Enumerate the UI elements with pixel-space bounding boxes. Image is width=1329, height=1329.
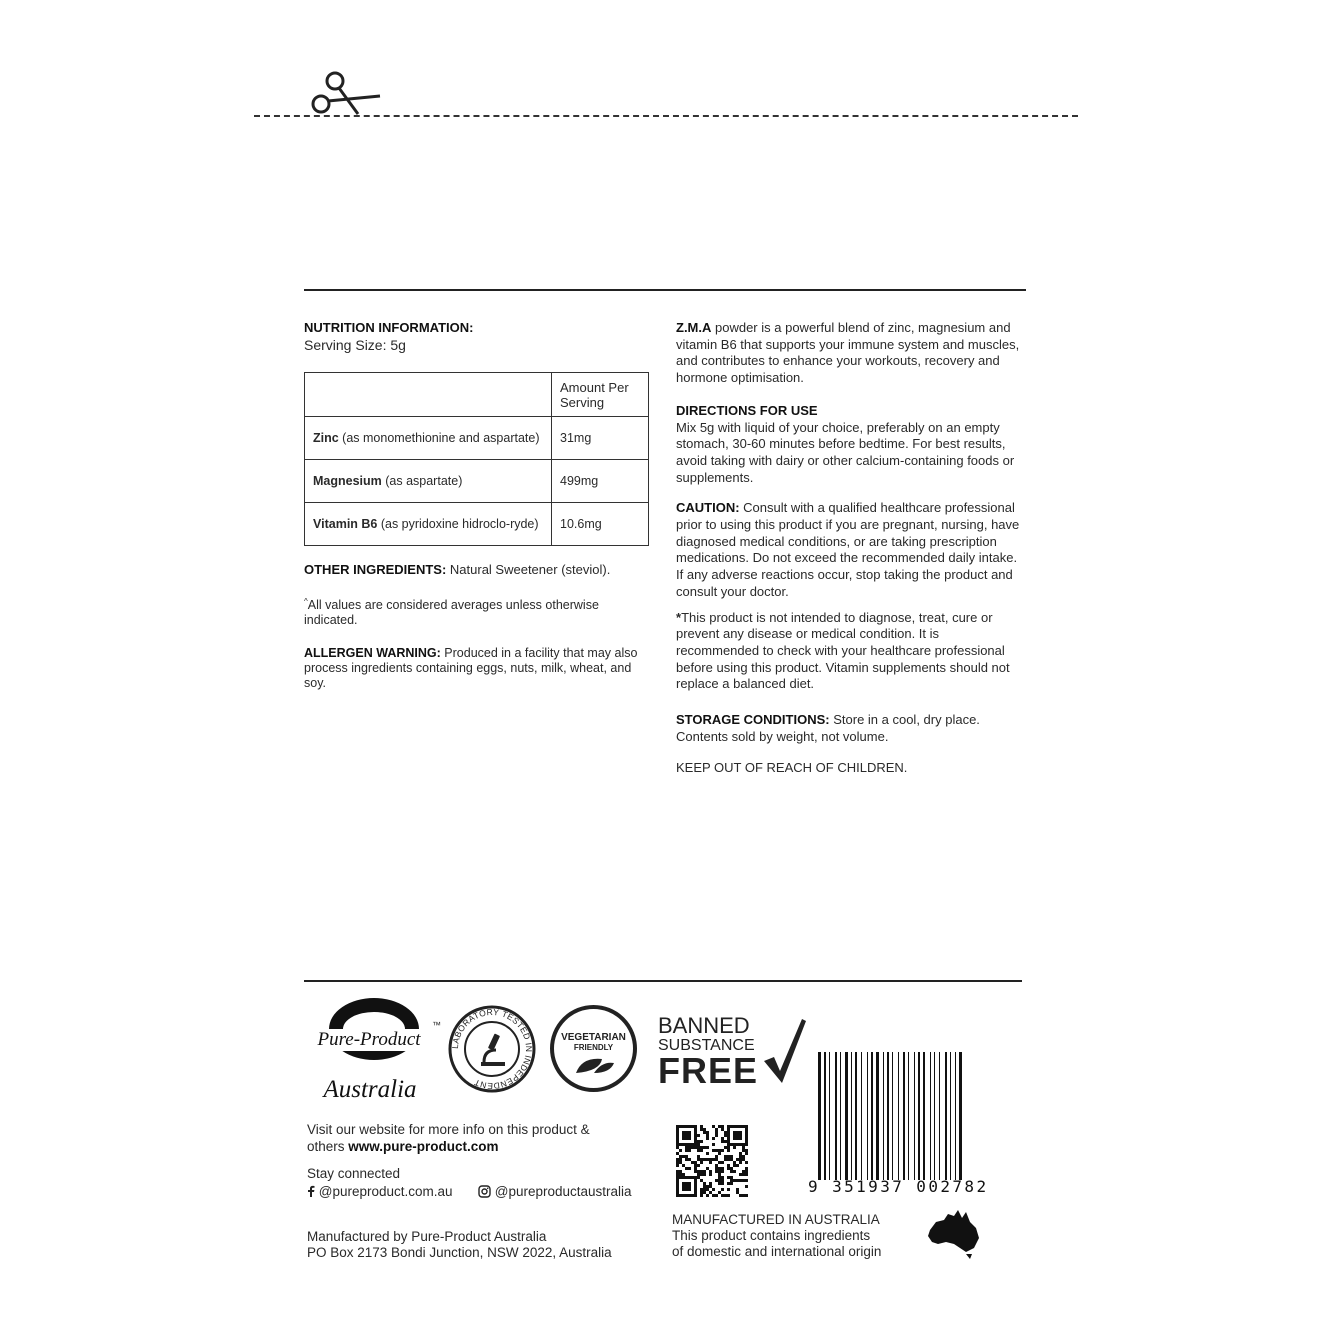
qr-module [700,1149,703,1152]
table-header-row [305,373,649,417]
averages-text: All values are considered averages unless otherwise indicated. [304,598,599,628]
table-row [305,503,649,546]
qr-module [709,1161,712,1164]
facebook-icon [307,1185,315,1197]
intro-text: powder is a powerful blend of zinc, magnesium and vitamin B6 that supports your immune system and muscles, and contributes to enhance your workouts, recovery and hormone optimisation. [676,320,1020,386]
table-header-amount: Amount Per Serving [552,373,649,417]
disclaimer-paragraph [676,610,1021,694]
qr-module [712,1137,715,1140]
qr-module [727,1149,730,1152]
allergen-label: ALLERGEN WARNING: [304,646,441,661]
barcode-bar [903,1052,905,1180]
vegetarian-badge [550,1005,637,1092]
qr-module [745,1185,748,1188]
barcode-bar [898,1052,899,1180]
qr-module [688,1167,691,1170]
barcode-bar [829,1052,830,1180]
veg-line1: VEGETARIAN [561,1032,626,1043]
qr-module [733,1146,736,1149]
other-ingredients-text: Natural Sweetener (steviol). [446,562,611,578]
barcode-bar [908,1052,909,1180]
barcode-bar [945,1052,947,1180]
barcode-bar [818,1052,821,1180]
cut-line [254,115,1078,117]
qr-code[interactable] [676,1125,748,1197]
microscope-icon [478,1032,508,1068]
amount-cell: 10.6mg [552,503,649,546]
barcode-bar [845,1052,848,1180]
banned-substance-badge [658,1015,808,1090]
qr-module [706,1194,709,1197]
barcode-bar [851,1052,852,1180]
facebook-handle: @pureproduct.com.au [318,1184,453,1199]
nutrition-section [304,320,649,691]
storage-paragraph [676,712,1021,745]
qr-module [706,1152,709,1155]
qr-module [688,1188,691,1191]
nutrient-name: Vitamin B6 [313,517,378,532]
address-line: PO Box 2173 Bondi Junction, NSW 2022, Australia [307,1245,612,1260]
qr-module [718,1152,721,1155]
qr-module [679,1149,682,1152]
nutrient-name: Magnesium [313,474,382,489]
stay-connected: Stay connected [307,1166,401,1181]
qr-module [736,1164,739,1167]
barcode-bar [887,1052,889,1180]
amount-cell: 499mg [552,460,649,503]
barcode-bar [876,1052,879,1180]
qr-module [739,1137,742,1140]
allergen-text: Produced in a facility that may also process ingredients containing eggs, nuts, milk, wheat, and soy. [304,646,638,691]
checkmark-icon [762,1017,806,1083]
visit-label: Visit our website for more info on this product & others [307,1122,590,1154]
qr-module [709,1173,712,1176]
veg-line2: FRIENDLY [573,1043,614,1052]
storage-text: Store in a cool, dry place. Contents sold by weight, not volume. [676,712,980,744]
leaf-icon [572,1055,616,1075]
origin-line2: of domestic and international origin [672,1244,882,1259]
barcode-bar [930,1052,931,1180]
directions-text: Mix 5g with liquid of your choice, preferably on an empty stomach, 30-60 minutes before bedtime. For best results, avoid taking with dairy or other calcium-containing foods or supplements. [676,419,1015,485]
nutrient-detail: (as pyridoxine hidroclo-ryde) [377,517,539,532]
logo-tm: ™ [432,1020,441,1030]
qr-module [676,1164,679,1167]
qr-module [688,1137,691,1140]
qr-module [745,1179,748,1182]
banned-line1: BANNED [658,1013,750,1038]
australia-map-icon [926,1208,982,1260]
visit-text [307,1122,607,1155]
caution-text: Consult with a qualified healthcare professional prior to using this product if you are pregnant, nursing, have diagnosed medical conditions, or are taking prescription medications. Do not exceed the recommended daily intake. If any adverse reactions occur, stop taking the product and consult your doctor. [676,500,1020,599]
qr-module [700,1140,703,1143]
storage-label: STORAGE CONDITIONS: [676,712,830,728]
qr-module [688,1149,691,1152]
website-link[interactable]: www.pure-product.com [348,1138,499,1154]
scissors-icon [308,68,384,118]
barcode [818,1052,1024,1180]
qr-module [733,1170,736,1173]
qr-module [697,1164,700,1167]
qr-module [694,1194,697,1197]
qr-module [712,1188,715,1191]
origin-line1: This product contains ingredients [672,1228,871,1243]
barcode-bar [959,1052,962,1180]
qr-module [703,1173,706,1176]
barcode-bar [934,1052,935,1180]
barcode-bar [871,1052,873,1180]
directions-heading: DIRECTIONS FOR USE [676,402,818,418]
qr-module [721,1170,724,1173]
table-row [305,460,649,503]
qr-module [697,1134,700,1137]
barcode-bar [950,1052,951,1180]
instagram-icon [478,1185,491,1198]
qr-module [700,1194,703,1197]
qr-module [745,1152,748,1155]
barcode-bar [861,1052,862,1180]
qr-module [706,1146,709,1149]
barcode-bar [923,1052,925,1180]
table-header-empty [305,373,552,417]
nutrition-heading: NUTRITION INFORMATION: [304,320,474,335]
qr-module [739,1161,742,1164]
qr-module [727,1194,730,1197]
barcode-bar [914,1052,915,1180]
serving-size: Serving Size: 5g [304,336,406,353]
nutrient-cell [305,460,552,503]
disclaimer-mark: * [676,609,682,625]
qr-module [727,1188,730,1191]
barcode-bar [918,1052,920,1180]
pure-product-logo [304,998,444,1103]
qr-module [706,1137,709,1140]
intro-bold: Z.M.A [676,320,712,335]
barcode-bar [939,1052,940,1180]
instagram-handle: @pureproductaustralia [494,1184,632,1199]
nutrient-cell [305,503,552,546]
lab-badge-text: LABORATORY TESTED IN INDEPENDENT [449,1006,535,1092]
top-divider [304,289,1026,291]
qr-module [712,1143,715,1146]
other-ingredients-label: OTHER INGREDIENTS: [304,562,447,578]
nutrient-detail: (as aspartate) [381,474,463,489]
lab-tested-badge [447,1004,537,1094]
info-section [676,320,1021,777]
qr-module [721,1188,724,1191]
manufacturer-line: Manufactured by Pure-Product Australia [307,1229,547,1244]
disclaimer-text: This product is not intended to diagnose, treat, cure or prevent any disease or medical condition. It is recommended to check with your healthcare professional before using this product. Vitamin supplements should not replace a balanced diet. [676,609,1010,692]
made-in-australia: MANUFACTURED IN AUSTRALIA [672,1212,880,1227]
keep-out-text: KEEP OUT OF REACH OF CHILDREN. [676,760,908,776]
amount-cell: 31mg [552,417,649,460]
barcode-bar [892,1052,893,1180]
barcode-number: 9 351937 002782 [808,1177,989,1196]
barcode-bar [955,1052,956,1180]
barcode-bar [824,1052,826,1180]
barcode-bar [883,1052,884,1180]
barcode-bar [867,1052,868,1180]
banned-line3: FREE [658,1050,759,1091]
qr-module [745,1173,748,1176]
bottom-divider [304,980,1022,982]
averages-note [304,594,649,628]
table-row [305,417,649,460]
caution-paragraph [676,500,1021,600]
instagram-link[interactable] [478,1184,632,1201]
qr-module [700,1161,703,1164]
qr-module [715,1134,718,1137]
nutrition-table [304,372,649,546]
facebook-link[interactable] [307,1184,453,1201]
allergen-warning [304,646,649,691]
qr-module [745,1143,748,1146]
barcode-bar [835,1052,837,1180]
qr-module [745,1194,748,1197]
logo-line1: Pure-Product [304,1029,434,1051]
other-ingredients [304,562,649,579]
qr-module [730,1182,733,1185]
nutrient-cell [305,417,552,460]
caution-label: CAUTION: [676,500,740,516]
qr-module [721,1182,724,1185]
qr-module [721,1149,724,1152]
intro-paragraph [676,320,1021,387]
qr-module [715,1194,718,1197]
averages-mark: ^ [304,597,308,607]
qr-module [745,1161,748,1164]
barcode-bar [855,1052,857,1180]
nutrient-name: Zinc [313,431,339,446]
nutrient-detail: (as monomethionine and aspartate) [338,431,540,446]
logo-line2: Australia [323,1076,417,1103]
qr-module [721,1161,724,1164]
barcode-bar [840,1052,841,1180]
banned-line2: SUBSTANCE [658,1037,755,1054]
